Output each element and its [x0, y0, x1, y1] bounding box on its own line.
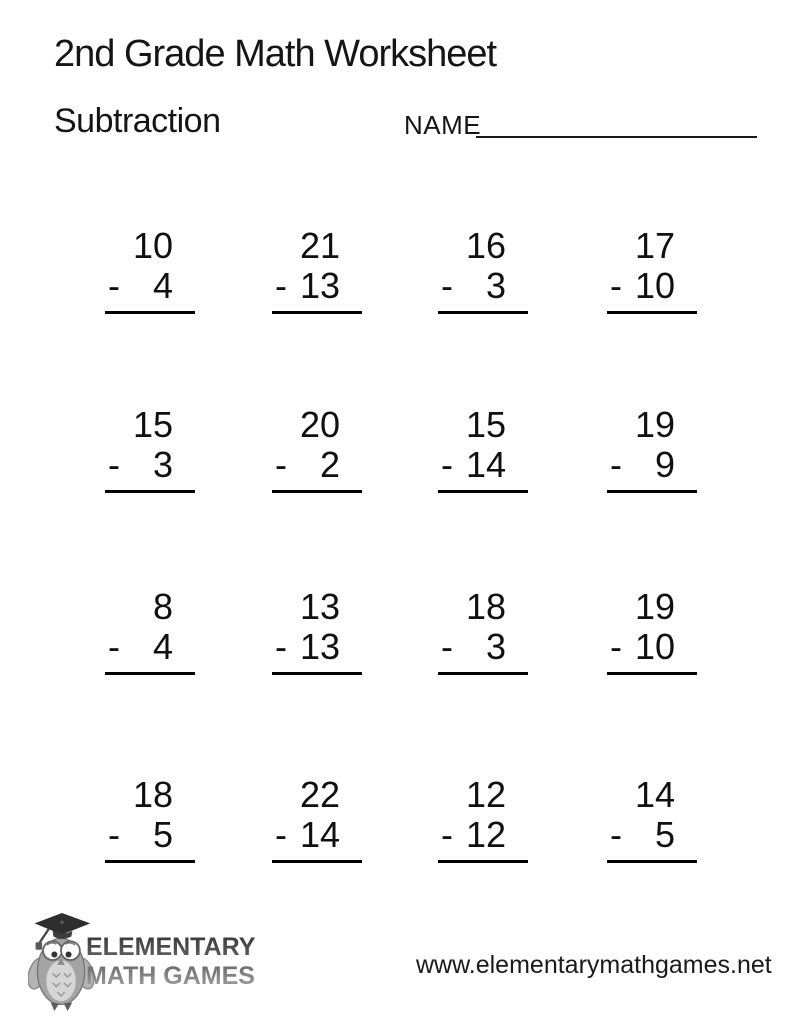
minuend: 13 [299, 586, 340, 627]
answer-line [438, 490, 528, 493]
subtraction-problem [105, 226, 195, 314]
answer-line [105, 672, 195, 675]
minus-operator: - [275, 265, 287, 306]
minus-operator: - [610, 265, 622, 306]
minus-operator: - [275, 626, 287, 667]
minuend: 10 [132, 225, 173, 266]
minus-operator: - [108, 265, 120, 306]
name-label: NAME [404, 110, 482, 140]
answer-line [272, 860, 362, 863]
subtraction-problem [607, 226, 697, 314]
subtraction-problem [438, 587, 528, 675]
name-fill-line [476, 110, 757, 138]
answer-line [105, 311, 195, 314]
subtrahend: 10 [634, 265, 675, 306]
minus-operator: - [441, 814, 453, 855]
minuend: 15 [132, 404, 173, 445]
answer-line [105, 860, 195, 863]
answer-line [607, 860, 697, 863]
subtraction-problem [105, 405, 195, 493]
minuend: 17 [634, 225, 675, 266]
subtraction-problem [272, 775, 362, 863]
minuend: 18 [465, 586, 506, 627]
minus-operator: - [610, 626, 622, 667]
owl-graduate-logo-icon [28, 910, 94, 1014]
minuend: 20 [299, 404, 340, 445]
subtrahend: 3 [485, 265, 506, 306]
website-url: www.elementarymathgames.net [416, 951, 772, 979]
subtrahend: 14 [299, 814, 340, 855]
subtrahend: 4 [152, 626, 173, 667]
minus-operator: - [441, 444, 453, 485]
answer-line [607, 311, 697, 314]
page-title: 2nd Grade Math Worksheet [54, 33, 497, 75]
logo-wordmark [86, 933, 255, 991]
answer-line [607, 672, 697, 675]
answer-line [438, 672, 528, 675]
answer-line [272, 672, 362, 675]
subtrahend: 9 [654, 444, 675, 485]
subtraction-problem [607, 405, 697, 493]
minuend: 15 [465, 404, 506, 445]
minuend: 19 [634, 586, 675, 627]
subtrahend: 13 [299, 626, 340, 667]
minus-operator: - [108, 626, 120, 667]
minuend: 8 [152, 586, 173, 627]
subtrahend: 3 [152, 444, 173, 485]
subtrahend: 4 [152, 265, 173, 306]
minus-operator: - [108, 444, 120, 485]
subtraction-problem [438, 226, 528, 314]
minuend: 21 [299, 225, 340, 266]
answer-line [607, 490, 697, 493]
subtraction-problem [438, 405, 528, 493]
logo-line2: MATH GAMES [86, 962, 255, 990]
answer-line [438, 860, 528, 863]
subtraction-problem [607, 775, 697, 863]
minuend: 19 [634, 404, 675, 445]
subtraction-problem [105, 587, 195, 675]
minuend: 12 [465, 774, 506, 815]
subtrahend: 3 [485, 626, 506, 667]
subtraction-problem [272, 226, 362, 314]
subtraction-problem [607, 587, 697, 675]
subtrahend: 13 [299, 265, 340, 306]
subtrahend: 2 [319, 444, 340, 485]
minuend: 18 [132, 774, 173, 815]
minus-operator: - [610, 444, 622, 485]
minus-operator: - [441, 626, 453, 667]
minuend: 16 [465, 225, 506, 266]
minus-operator: - [610, 814, 622, 855]
answer-line [105, 490, 195, 493]
subtrahend: 14 [465, 444, 506, 485]
logo-line1: ELEMENTARY [86, 933, 256, 961]
answer-line [272, 311, 362, 314]
subtraction-problem [272, 405, 362, 493]
subtraction-problem [105, 775, 195, 863]
minus-operator: - [275, 814, 287, 855]
minuend: 14 [634, 774, 675, 815]
subtraction-problem [272, 587, 362, 675]
answer-line [272, 490, 362, 493]
subtraction-problem [438, 775, 528, 863]
subtrahend: 5 [654, 814, 675, 855]
minus-operator: - [275, 444, 287, 485]
subtrahend: 10 [634, 626, 675, 667]
subtrahend: 12 [465, 814, 506, 855]
worksheet-topic: Subtraction [54, 102, 221, 140]
minuend: 22 [299, 774, 340, 815]
subtrahend: 5 [152, 814, 173, 855]
minus-operator: - [441, 265, 453, 306]
answer-line [438, 311, 528, 314]
minus-operator: - [108, 814, 120, 855]
